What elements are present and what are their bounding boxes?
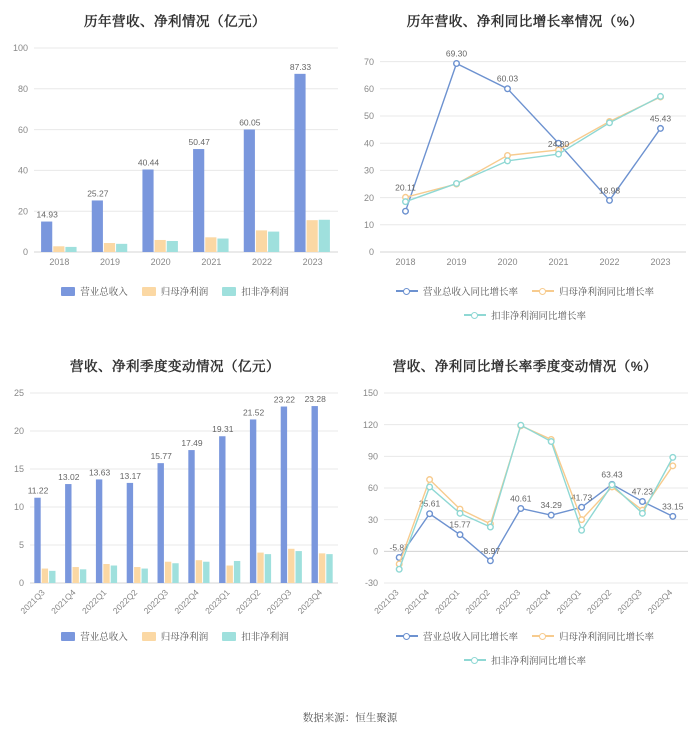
svg-text:20: 20 bbox=[17, 206, 28, 217]
svg-text:13.17: 13.17 bbox=[119, 470, 142, 481]
svg-text:10: 10 bbox=[363, 220, 374, 230]
svg-text:2023Q3: 2023Q3 bbox=[615, 587, 644, 616]
svg-text:20: 20 bbox=[13, 426, 24, 437]
legend-item[interactable] bbox=[464, 308, 586, 322]
chart-annual-growth-rate bbox=[350, 30, 700, 280]
svg-text:2022Q3: 2022Q3 bbox=[493, 587, 523, 616]
svg-text:2022Q2: 2022Q2 bbox=[463, 587, 492, 616]
svg-text:34.29: 34.29 bbox=[540, 500, 562, 511]
svg-text:2023Q2: 2023Q2 bbox=[584, 587, 614, 616]
chart-canvas bbox=[0, 30, 350, 280]
svg-text:2018: 2018 bbox=[395, 257, 416, 267]
legend-label: 扣非净利润 bbox=[241, 632, 289, 643]
svg-text:15: 15 bbox=[13, 464, 24, 475]
svg-text:20: 20 bbox=[363, 192, 374, 203]
svg-text:2022Q4: 2022Q4 bbox=[524, 587, 553, 616]
svg-text:2023: 2023 bbox=[302, 257, 323, 267]
svg-text:17.49: 17.49 bbox=[181, 438, 203, 449]
svg-text:2023Q3: 2023Q3 bbox=[264, 587, 294, 616]
svg-text:69.30: 69.30 bbox=[445, 48, 468, 59]
chart-canvas bbox=[350, 30, 700, 280]
svg-text:2021: 2021 bbox=[548, 257, 569, 267]
svg-text:2021Q4: 2021Q4 bbox=[49, 587, 78, 616]
svg-text:2022Q4: 2022Q4 bbox=[172, 587, 201, 616]
legend-label: 扣非净利润同比增长率 bbox=[490, 656, 586, 667]
legend-label: 营业总收入 bbox=[80, 632, 128, 643]
svg-text:80: 80 bbox=[17, 84, 28, 94]
legend-line-marker bbox=[532, 631, 554, 641]
svg-text:2023Q1: 2023Q1 bbox=[554, 587, 584, 616]
legend-swatch bbox=[222, 287, 236, 296]
svg-text:2023Q4: 2023Q4 bbox=[295, 587, 325, 616]
svg-text:2018: 2018 bbox=[49, 257, 70, 267]
legend-line-marker bbox=[464, 655, 486, 665]
svg-text:35.61: 35.61 bbox=[418, 498, 441, 509]
svg-text:0: 0 bbox=[372, 546, 378, 557]
svg-text:19.31: 19.31 bbox=[212, 424, 234, 435]
svg-text:0: 0 bbox=[22, 247, 28, 258]
svg-text:90: 90 bbox=[367, 451, 378, 462]
chart-canvas bbox=[0, 375, 350, 635]
chart-legend bbox=[350, 280, 700, 322]
svg-text:40: 40 bbox=[17, 165, 28, 176]
source-note: 数据来源：恒生聚源 bbox=[302, 712, 398, 724]
svg-text:60: 60 bbox=[17, 124, 28, 135]
svg-text:0: 0 bbox=[368, 247, 374, 258]
svg-text:30: 30 bbox=[363, 165, 374, 176]
svg-text:15.77: 15.77 bbox=[449, 519, 471, 530]
svg-text:2019: 2019 bbox=[446, 257, 467, 267]
svg-text:5: 5 bbox=[18, 540, 24, 551]
svg-text:30: 30 bbox=[367, 514, 378, 525]
svg-text:47.23: 47.23 bbox=[631, 486, 654, 497]
svg-text:25.27: 25.27 bbox=[87, 188, 109, 199]
svg-text:2019: 2019 bbox=[99, 257, 121, 267]
svg-text:41.73: 41.73 bbox=[570, 492, 593, 503]
svg-text:10: 10 bbox=[13, 502, 24, 513]
svg-text:40: 40 bbox=[363, 138, 374, 149]
svg-text:-8.97: -8.97 bbox=[480, 545, 501, 556]
chart-quarterly-growth-rate bbox=[350, 375, 700, 625]
legend-label: 归母净利润同比增长率 bbox=[559, 632, 655, 643]
svg-text:2020: 2020 bbox=[150, 257, 171, 267]
svg-text:40.61: 40.61 bbox=[510, 493, 532, 504]
legend-item[interactable] bbox=[142, 284, 209, 298]
chart-quarterly-revenue-profit bbox=[0, 375, 350, 625]
svg-text:14.93: 14.93 bbox=[36, 209, 58, 220]
svg-text:18.98: 18.98 bbox=[598, 185, 621, 196]
panel-title: 营收、净利同比增长率季度变动情况（%） bbox=[392, 359, 658, 374]
svg-text:33.15: 33.15 bbox=[662, 501, 684, 512]
svg-text:25: 25 bbox=[13, 388, 24, 399]
svg-text:2020: 2020 bbox=[497, 257, 518, 267]
svg-text:24.80: 24.80 bbox=[547, 139, 570, 150]
svg-text:40.44: 40.44 bbox=[137, 157, 160, 168]
panel-title: 历年营收、净利情况（亿元） bbox=[84, 14, 266, 29]
svg-text:-30: -30 bbox=[364, 578, 378, 589]
svg-text:60: 60 bbox=[363, 84, 374, 94]
svg-text:2022Q1: 2022Q1 bbox=[432, 587, 462, 616]
legend-label: 营业总收入同比增长率 bbox=[422, 632, 518, 643]
legend-label: 扣非净利润同比增长率 bbox=[490, 311, 586, 322]
svg-text:2022Q2: 2022Q2 bbox=[110, 587, 140, 616]
svg-text:13.63: 13.63 bbox=[88, 467, 111, 478]
svg-text:150: 150 bbox=[362, 388, 378, 399]
panel-annual-revenue-profit bbox=[0, 0, 350, 345]
svg-text:0: 0 bbox=[18, 578, 24, 589]
legend-item[interactable] bbox=[532, 284, 654, 298]
svg-text:50: 50 bbox=[363, 111, 374, 122]
svg-text:23.28: 23.28 bbox=[304, 394, 326, 405]
panel-title: 营收、净利季度变动情况（亿元） bbox=[70, 359, 280, 374]
legend-line-marker bbox=[464, 310, 486, 320]
legend-item[interactable] bbox=[61, 284, 128, 298]
svg-text:2022: 2022 bbox=[599, 257, 620, 267]
svg-text:2023: 2023 bbox=[650, 257, 671, 267]
svg-text:23.22: 23.22 bbox=[273, 394, 296, 405]
svg-text:2023Q1: 2023Q1 bbox=[203, 587, 232, 616]
svg-text:2022Q1: 2022Q1 bbox=[79, 587, 109, 616]
chart-annual-revenue-profit bbox=[0, 30, 350, 280]
legend-item[interactable] bbox=[464, 653, 586, 667]
svg-text:60.05: 60.05 bbox=[239, 117, 261, 128]
legend-label: 归母净利润 bbox=[160, 287, 209, 298]
svg-text:11.22: 11.22 bbox=[27, 485, 49, 496]
svg-text:120: 120 bbox=[362, 419, 378, 430]
legend-item[interactable] bbox=[396, 284, 518, 298]
legend-item[interactable] bbox=[222, 284, 289, 298]
legend-swatch bbox=[142, 287, 156, 296]
svg-text:50.47: 50.47 bbox=[188, 137, 210, 148]
legend-line-marker bbox=[532, 286, 554, 296]
legend-label: 扣非净利润 bbox=[241, 287, 289, 298]
svg-text:2021Q4: 2021Q4 bbox=[402, 587, 432, 616]
legend-label: 营业总收入 bbox=[80, 287, 128, 298]
svg-text:2022: 2022 bbox=[251, 257, 273, 267]
svg-text:45.43: 45.43 bbox=[649, 113, 672, 124]
svg-text:2021Q3: 2021Q3 bbox=[372, 587, 401, 616]
panel-quarterly-growth-rate bbox=[350, 345, 700, 690]
svg-text:87.33: 87.33 bbox=[289, 61, 312, 72]
svg-text:100: 100 bbox=[12, 43, 28, 54]
svg-text:60.03: 60.03 bbox=[496, 73, 519, 84]
panel-quarterly-revenue-profit bbox=[0, 345, 350, 690]
legend-line-marker bbox=[396, 286, 418, 296]
legend-label: 归母净利润 bbox=[160, 632, 209, 643]
legend-label: 归母净利润同比增长率 bbox=[559, 287, 655, 298]
svg-text:2023Q4: 2023Q4 bbox=[645, 587, 675, 616]
svg-text:2023Q2: 2023Q2 bbox=[233, 587, 263, 616]
svg-text:2021: 2021 bbox=[201, 257, 222, 267]
legend-line-marker bbox=[396, 631, 418, 641]
chart-canvas bbox=[350, 375, 700, 635]
svg-text:-5.87: -5.87 bbox=[389, 542, 409, 553]
svg-text:63.43: 63.43 bbox=[601, 469, 623, 480]
chart-legend bbox=[0, 280, 350, 298]
legend-swatch bbox=[61, 287, 75, 296]
svg-text:13.02: 13.02 bbox=[58, 472, 80, 483]
svg-text:15.77: 15.77 bbox=[150, 451, 172, 462]
svg-text:2021Q3: 2021Q3 bbox=[18, 587, 47, 616]
panel-annual-growth-rate bbox=[350, 0, 700, 345]
svg-text:2022Q3: 2022Q3 bbox=[141, 587, 171, 616]
svg-text:70: 70 bbox=[363, 56, 374, 67]
svg-text:21.52: 21.52 bbox=[242, 407, 265, 418]
legend-label: 营业总收入同比增长率 bbox=[422, 287, 518, 298]
svg-text:20.11: 20.11 bbox=[395, 182, 416, 193]
svg-text:60: 60 bbox=[367, 483, 378, 494]
panel-title: 历年营收、净利同比增长率情况（%） bbox=[406, 14, 644, 29]
